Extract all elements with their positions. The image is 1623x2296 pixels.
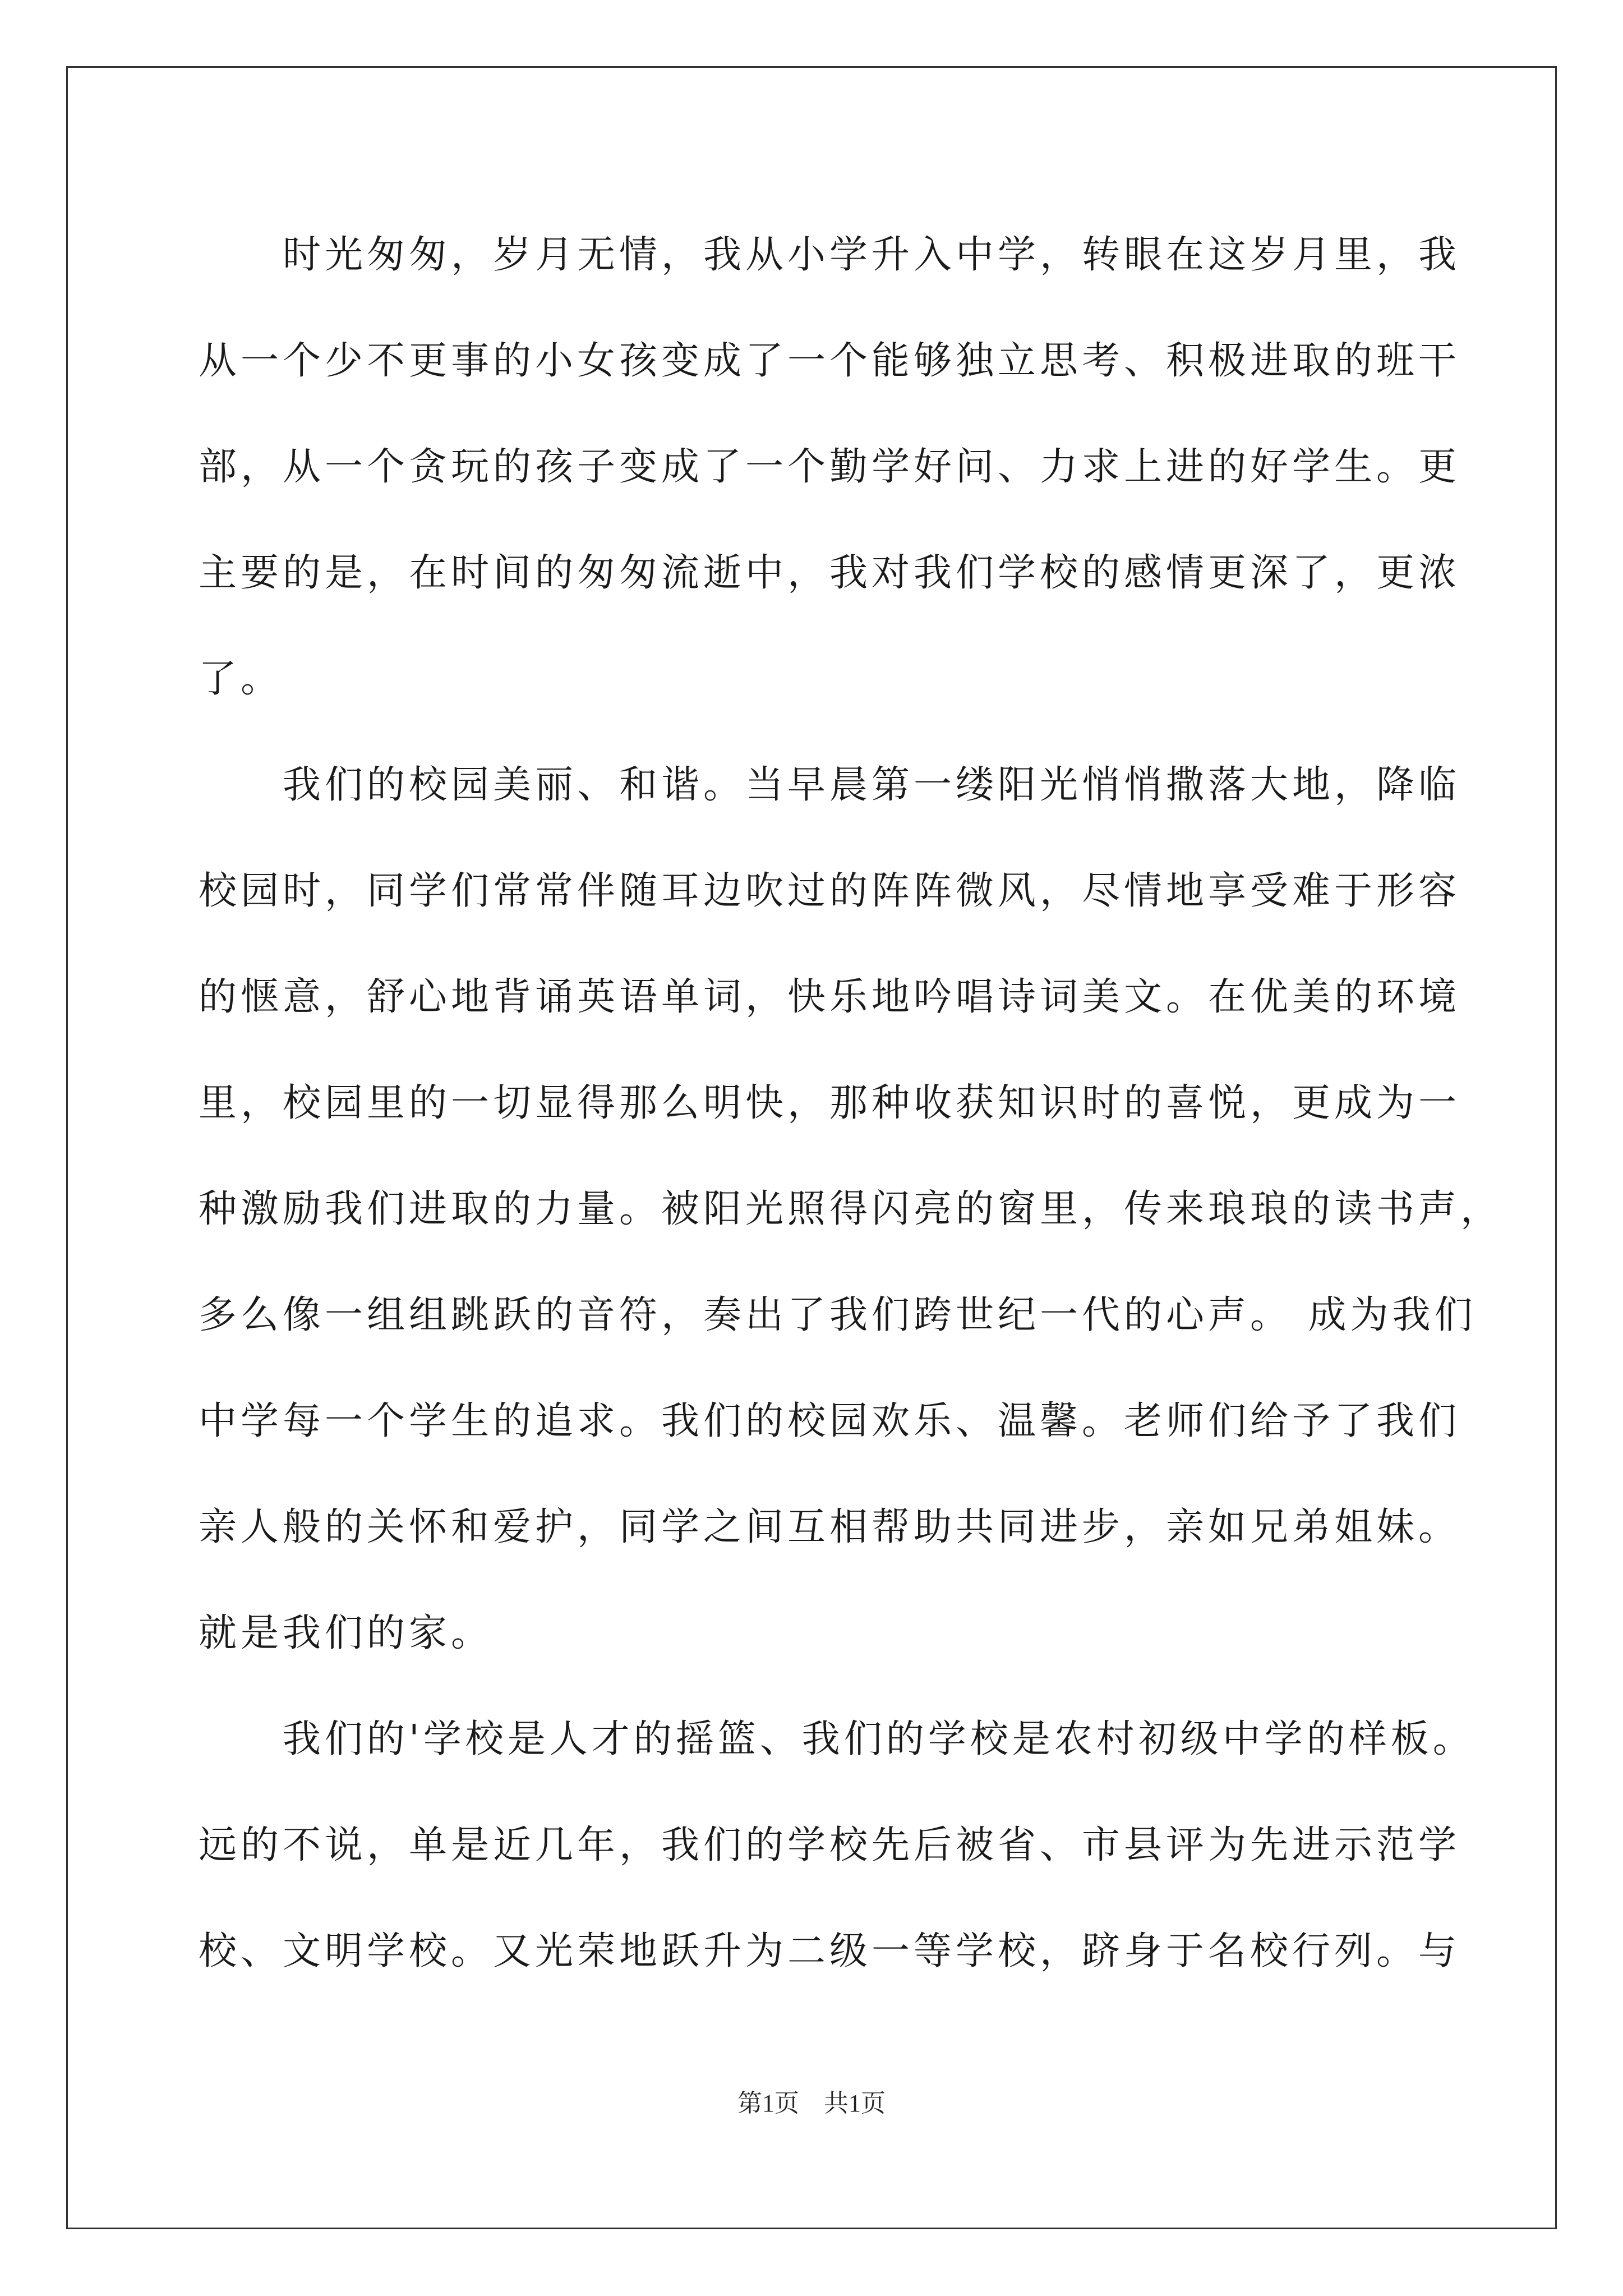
paragraph-2-line-8: 亲人般的关怀和爱护，同学之间互相帮助共同进步，亲如兄弟姐妹。 [199, 1505, 1461, 1549]
document-body [199, 202, 1503, 2004]
paragraph-2-line-1: 我们的校园美丽、和谐。当早晨第一缕阳光悄悄撒落大地，降临 [283, 763, 1461, 807]
paragraph-3-line-2: 远的不说，单是近几年，我们的学校先后被省、市县评为先进示范学 [199, 1823, 1461, 1867]
paragraph-2-line-2: 校园时，同学们常常伴随耳边吹过的阵阵微风，尽情地享受难于形容 [199, 869, 1461, 913]
paragraph-1-line-5: 了。 [199, 657, 283, 701]
paragraph-2-line-9: 就是我们的家。 [199, 1611, 494, 1655]
paragraph-2-line-6: 多么像一组组跳跃的音符，奏出了我们跨世纪一代的心声。 成为我们 [199, 1293, 1477, 1337]
paragraph-2-line-7: 中学每一个学生的追求。我们的校园欢乐、温馨。老师们给予了我们 [199, 1399, 1461, 1443]
page-number-footer: 第1页 共1页 [737, 2090, 886, 2117]
paragraph-3-line-1: 我们的'学校是人才的摇篮、我们的学校是农村初级中学的样板。 [283, 1717, 1475, 1761]
paragraph-3-line-3: 校、文明学校。又光荣地跃升为二级一等学校，跻身于名校行列。与 [199, 1929, 1461, 1973]
paragraph-1-line-3: 部，从一个贪玩的孩子变成了一个勤学好问、力求上进的好学生。更 [199, 445, 1461, 489]
paragraph-2-line-3: 的惬意，舒心地背诵英语单词，快乐地吟唱诗词美文。在优美的环境 [199, 975, 1461, 1019]
paragraph-1-line-2: 从一个少不更事的小女孩变成了一个能够独立思考、积极进取的班干 [199, 339, 1461, 383]
paragraph-2-line-5: 种激励我们进取的力量。被阳光照得闪亮的窗里，传来琅琅的读书声， [199, 1187, 1503, 1231]
paragraph-1-line-4: 主要的是，在时间的匆匆流逝中，我对我们学校的感情更深了，更浓 [199, 551, 1461, 595]
paragraph-2-line-4: 里，校园里的一切显得那么明快，那种收获知识时的喜悦，更成为一 [199, 1081, 1461, 1125]
paragraph-1-line-1: 时光匆匆，岁月无情，我从小学升入中学，转眼在这岁月里，我 [283, 233, 1461, 277]
